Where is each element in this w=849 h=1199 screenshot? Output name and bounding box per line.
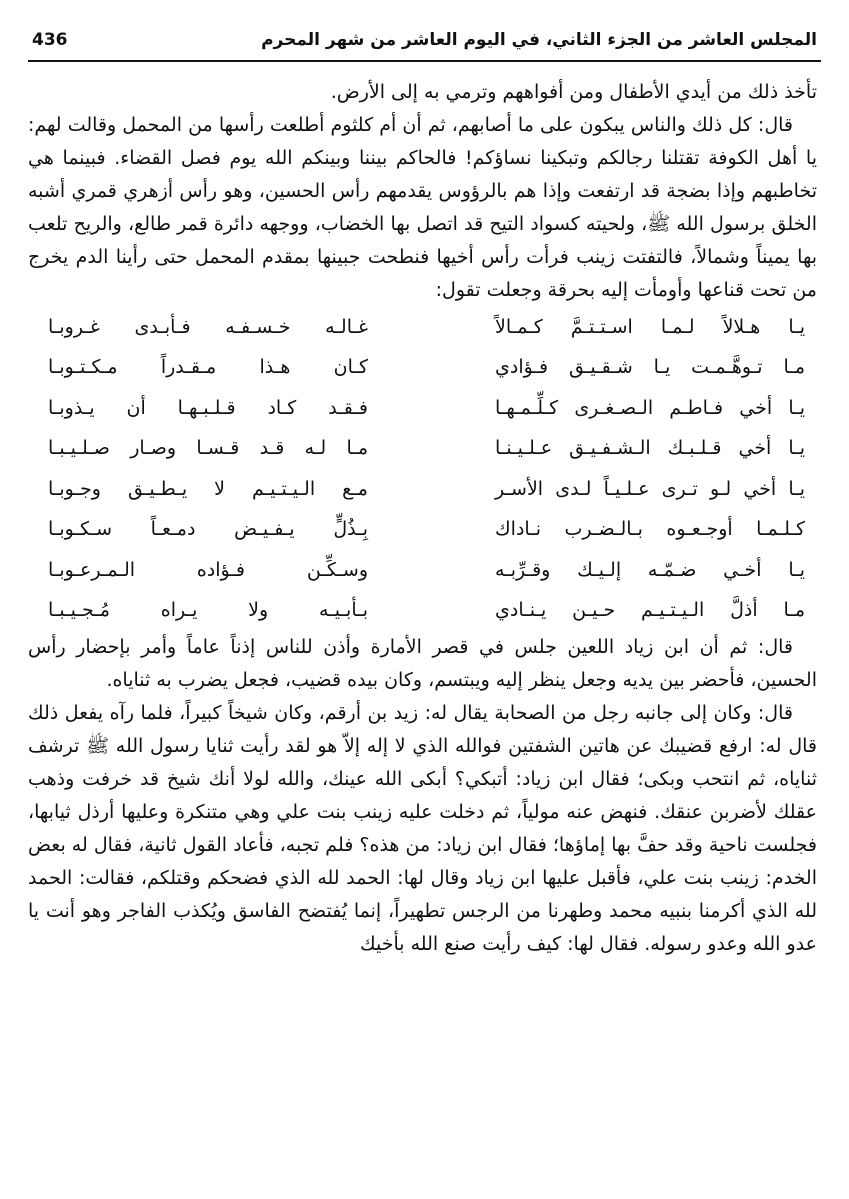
verse-second-hemistich: كـان هـذا مـقـدراً مـكـتـوبـا (48, 356, 368, 379)
verse-first-hemistich: يـا أخي لـو تـرى عـلـيـاً لـدى الأسـر (495, 477, 805, 500)
verse (28, 307, 817, 348)
verse-second-hemistich: فـقـد كـاد قـلـبـهـا أن يـذوبـا (48, 396, 368, 419)
verse-second-hemistich: وسـكِّـن فـؤاده الـمـرعـوبـا (48, 558, 368, 581)
verse-first-hemistich: يـا أخي فـاطـم الـصـغـرى كـلِّـمـهـا (495, 396, 805, 419)
verse (28, 550, 817, 591)
verse-first-hemistich: كـلـمـا أوجـعـوه بـالـضـرب نـاداك (495, 518, 805, 541)
page-header (32, 28, 817, 58)
verse (28, 429, 817, 470)
verse-second-hemistich: بـأبـيـه ولا يـراه مُـجـيـبـا (48, 599, 368, 622)
verse (28, 591, 817, 632)
verse-second-hemistich: غـالـه خـسـفـه فـأبـدى غـروبـا (48, 315, 368, 338)
paragraph: قال: وكان إلى جانبه رجل من الصحابة يقال له: زيد بن أرقم، وكان شيخاً كبيراً، فلما رآه يفعل ذلك قال له: ارفع قضيبك عن هاتين الشفتين فوالله الذي لا إله إلاّ هو لقد رأيت ثنايا رسول الله ﷺ ترشف ثناياه، ثم انتحب وبكى؛ فقال ابن زياد: أتبكي؟ أبكى الله عينك، والله لولا أنك شيخ قد خرفت وذهب عقلك لأضربن عنقك. فنهض عنه مولياً، ثم دخلت عليه زينب بنت علي وهي متنكرة وعليها أرذل ثيابها، فجلست ناحية وقد حفَّ بها إماؤها؛ فقال ابن زياد: من هذه؟ فلم تجبه، فأعاد القول ثانية، فقال له بعض الخدم: زينب بنت علي، فأقبل عليها ابن زياد وقال لها: الحمد لله الذي فضحكم وقتلكم، فقالت: الحمد لله الذي أكرمنا بنبيه محمد وطهرنا من الرجس تطهيراً، إنما يُفتضح الفاسق ويُكذب الفاجر وهو أنت يا عدو الله وعدو رسوله. فقال لها: كيف رأيت صنع الله بأخيك (28, 702, 817, 955)
verse-second-hemistich: مـع الـيـتـيـم لا يـطـيـق وجـوبـا (48, 477, 368, 500)
verse-first-hemistich: يـا أخـي ضـمّـه إلـيـك وقـرِّبـه (495, 558, 805, 581)
page-number: 436 (32, 30, 68, 50)
verse (28, 469, 817, 510)
verse-second-hemistich: بِـذُلٍّ يـفـيـض دمـعـاً سـكـوبـا (48, 518, 368, 541)
header-rule (28, 60, 821, 62)
verse (28, 388, 817, 429)
verse-first-hemistich: يـا هـلالاً لـمـا اسـتـتـمَّ كـمـالاً (495, 315, 805, 338)
verse (28, 510, 817, 551)
verse (28, 348, 817, 389)
verse-first-hemistich: يـا أخي قـلـبـك الـشـفـيـق عـلـيـنـا (495, 437, 805, 460)
paragraph: قال: كل ذلك والناس يبكون على ما أصابهم، ثم أن أم كلثوم أطلعت رأسها من المحمل وقالت لهم: يا أهل الكوفة تقتلنا رجالكم وتبكينا نساؤكم! فالحاكم بيننا وبينكم الله يوم فصل القضاء. فبينما هي تخاطبهم وإذا بضجة قد ارتفعت وإذا هم بالرؤوس يقدمهم رأس الحسين، وهو رأس أزهري قمري أشبه الخلق برسول الله ﷺ، ولحيته كسواد التيح قد اتصل بها الخضاب، ووجهه دائرة قمر طالع، والريح تلعب بها يميناً وشمالاً، فالتفتت زينب فرأت رأس أخيها فنطحت جبينها بمقدم المحمل حتى رأينا الدم يخرج من تحت قناعها وأومأت إليه بحرقة وجعلت تقول: (28, 114, 817, 301)
paragraph: قال: ثم أن ابن زياد اللعين جلس في قصر الأمارة وأذن للناس إذناً عاماً وأمر بإحضار رأس الحسين، فأحضر بين يديه وجعل ينظر إليه ويبتسم، وكان بيده قضيب، فجعل يضرب به ثناياه. (28, 636, 817, 691)
poem (28, 307, 817, 631)
paragraph: تأخذ ذلك من أيدي الأطفال ومن أفواههم وترمي به إلى الأرض. (330, 81, 817, 103)
verse-second-hemistich: مـا لـه قـد قـسـا وصـار صـلـيـبـا (48, 437, 368, 460)
running-title: المجلس العاشر من الجزء الثاني، في اليوم العاشر من شهر المحرم (261, 30, 817, 50)
page-body (28, 76, 817, 961)
verse-first-hemistich: مـا أذلَّ الـيـتـيـم حـيـن يـنـادي (495, 599, 805, 622)
verse-first-hemistich: مـا تـوهَّـمـت يـا شـقـيـق فـؤادي (495, 356, 805, 379)
